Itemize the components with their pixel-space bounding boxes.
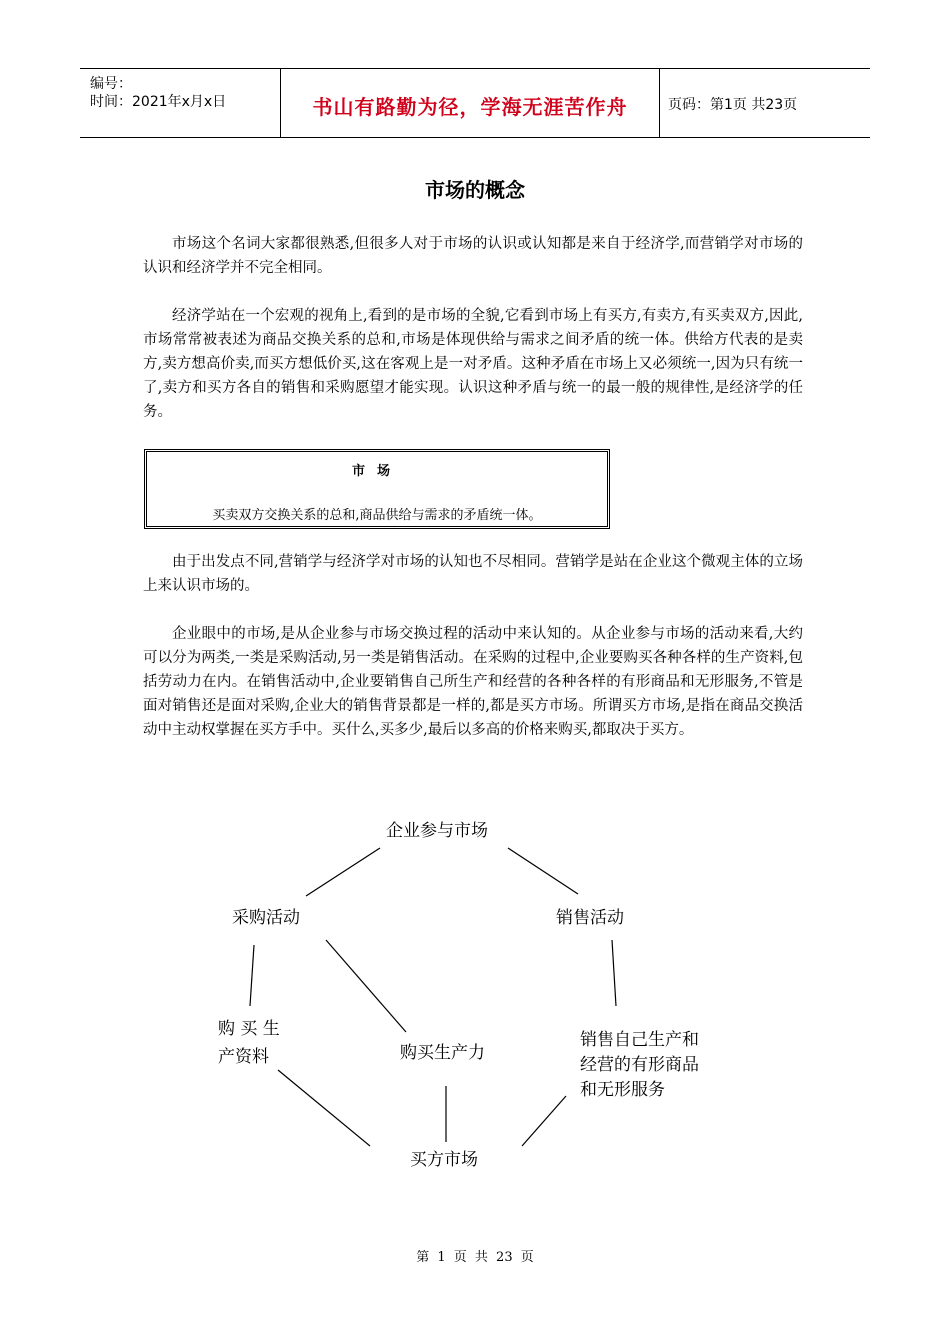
document-time-label: 时间：2021年x月x日 [90, 94, 227, 110]
connector-goods-market [522, 1096, 566, 1146]
page-footer: 第 1 页 共 23 页 [416, 1250, 534, 1265]
connector-sales-goods [612, 940, 616, 1006]
paragraph-1: 市场这个名词大家都很熟悉,但很多人对于市场的认识或认知都是来自于经济学,而营销学对市场的认识和经济学并不完全相同。 [143, 236, 803, 276]
definition-box [144, 449, 610, 529]
node-sell-goods-line-1: 销售自己生产和 [580, 1030, 699, 1050]
header-page-cell [660, 69, 870, 137]
definition-text: 买卖双方交换关系的总和,商品供给与需求的矛盾统一体。 [212, 508, 542, 523]
node-sales-activity: 销售活动 [556, 908, 624, 928]
definition-heading: 市场 [351, 464, 402, 479]
node-buy-labor: 购买生产力 [400, 1043, 485, 1063]
header-motto: 书山有路勤为径，学海无涯苦作舟 [312, 95, 628, 119]
document-number-label: 编号： [90, 76, 132, 92]
connector-purchase-labor [326, 940, 406, 1032]
document-title: 市场的概念 [425, 178, 525, 202]
connector-purchase-materials [250, 945, 254, 1006]
connector-materials-market [278, 1070, 370, 1146]
node-buy-materials-line-2: 产资料 [218, 1047, 269, 1067]
node-buy-materials-line-1: 购 买 生 [218, 1019, 280, 1039]
paragraph-2: 经济学站在一个宏观的视角上,看到的是市场的全貌,它看到市场上有买方,有卖方,有买卖双方,因此,市场常常被表述为商品交换关系的总和,市场是体现供给与需求之间矛盾的统一体。供给方代表的是卖方,卖方想高价卖,而买方想低价买,这在客观上是一对矛盾。这种矛盾在市场上又必须统一,因为只有统一了,卖方和买方各自的销售和采购愿望才能实现。认识这种矛盾与统一的最一般的规律性,是经济学的任务。 [143, 308, 803, 420]
connector-root-purchase [306, 848, 380, 896]
node-sell-goods-line-2: 经营的有形商品 [580, 1055, 699, 1075]
header-meta-cell [80, 69, 281, 137]
header-page-info: 页码：第1页 共23页 [668, 97, 798, 113]
connector-root-sales [508, 848, 578, 894]
node-sell-goods-line-3: 和无形服务 [580, 1080, 665, 1100]
paragraph-4: 企业眼中的市场,是从企业参与市场交换过程的活动中来认知的。从企业参与市场的活动来看,大约可以分为两类,一类是采购活动,另一类是销售活动。在采购的过程中,企业要购买各种各样的生产资料,包括劳动力在内。在销售活动中,企业要销售自己所生产和经营的各种各样的有形商品和无形服务,不管是面对销售还是面对采购,企业大的销售背景都是一样的,都是买方市场。所谓买方市场,是指在商品交换活动中主动权掌握在买方手中。买什么,买多少,最后以多高的价格来购买,都取决于买方。 [143, 626, 803, 738]
paragraph-3: 由于出发点不同,营销学与经济学对市场的认知也不尽相同。营销学是站在企业这个微观主体的立场上来认识市场的。 [143, 554, 803, 594]
header-motto-cell [281, 69, 660, 137]
node-buyer-market: 买方市场 [410, 1150, 478, 1170]
market-diagram [0, 790, 950, 1210]
node-purchase-activity: 采购活动 [232, 908, 300, 928]
page-header [80, 68, 870, 138]
node-enterprise-market: 企业参与市场 [386, 821, 488, 841]
